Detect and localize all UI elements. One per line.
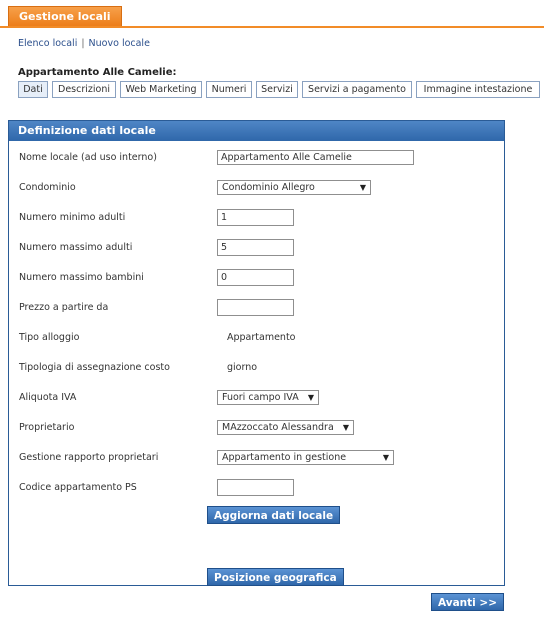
max-bambini-label: Numero massimo bambini [19,272,144,283]
tipo-alloggio-value: Appartamento [227,332,296,343]
tab-servizi-a-pagamento[interactable]: Servizi a pagamento [302,81,412,98]
chevron-down-icon: ▼ [307,393,314,402]
header-divider [0,26,544,28]
max-bambini-input[interactable] [217,269,294,286]
proprietario-label: Proprietario [19,422,75,433]
prezzo-label: Prezzo a partire da [19,302,109,313]
top-bar [0,0,544,30]
row-gestione-rapporto [19,452,389,467]
codice-ps-input[interactable] [217,479,294,496]
condominio-select[interactable] [217,180,371,195]
proprietario-select[interactable] [217,420,354,435]
max-adulti-input[interactable] [217,239,294,256]
property-title: Appartamento Alle Camelie: [18,67,177,78]
chevron-down-icon: ▼ [382,453,389,462]
page-title-tab: Gestione locali [8,6,122,27]
chevron-down-icon: ▼ [342,423,349,432]
tipologia-costo-label: Tipologia di assegnazione costo [19,362,170,373]
proprietario-value: MAzzoccato Alessandra [222,422,334,433]
aliquota-iva-value: Fuori campo IVA [222,392,299,403]
min-adulti-input[interactable] [217,209,294,226]
geo-position-button[interactable]: Posizione geografica [207,568,344,586]
aliquota-iva-label: Aliquota IVA [19,392,77,403]
row-condominio [19,182,366,197]
tipo-alloggio-label: Tipo alloggio [19,332,80,343]
tab-web-marketing[interactable]: Web Marketing [120,81,202,98]
gestione-rapporto-label: Gestione rapporto proprietari [19,452,159,463]
row-aliquota-iva [19,392,314,407]
link-separator: | [81,38,85,49]
condominio-label: Condominio [19,182,76,193]
update-locale-button[interactable]: Aggiorna dati locale [207,506,340,524]
list-locali-link[interactable]: Elenco locali [18,38,78,49]
nome-locale-input[interactable] [217,150,414,165]
nome-locale-label: Nome locale (ad uso interno) [19,152,157,163]
min-adulti-label: Numero minimo adulti [19,212,126,223]
tab-numeri[interactable]: Numeri [206,81,252,98]
next-button[interactable]: Avanti >> [431,593,504,611]
chevron-down-icon: ▼ [359,183,366,192]
panel-title: Definizione dati locale [9,121,504,141]
gestione-rapporto-select[interactable] [217,450,394,465]
gestione-rapporto-value: Appartamento in gestione [222,452,347,463]
new-locale-link[interactable]: Nuovo locale [88,38,150,49]
row-proprietario [19,422,349,437]
tab-descrizioni[interactable]: Descrizioni [52,81,116,98]
aliquota-iva-select[interactable] [217,390,319,405]
data-panel [8,120,505,586]
condominio-value: Condominio Allegro [222,182,315,193]
tipologia-costo-value: giorno [227,362,258,373]
max-adulti-label: Numero massimo adulti [19,242,133,253]
codice-ps-label: Codice appartamento PS [19,482,137,493]
tab-servizi[interactable]: Servizi [256,81,298,98]
prezzo-input[interactable] [217,299,294,316]
tab-immagine-intestazione[interactable]: Immagine intestazione [416,81,540,98]
breadcrumb-links [18,38,150,49]
tab-dati[interactable]: Dati [18,81,48,98]
